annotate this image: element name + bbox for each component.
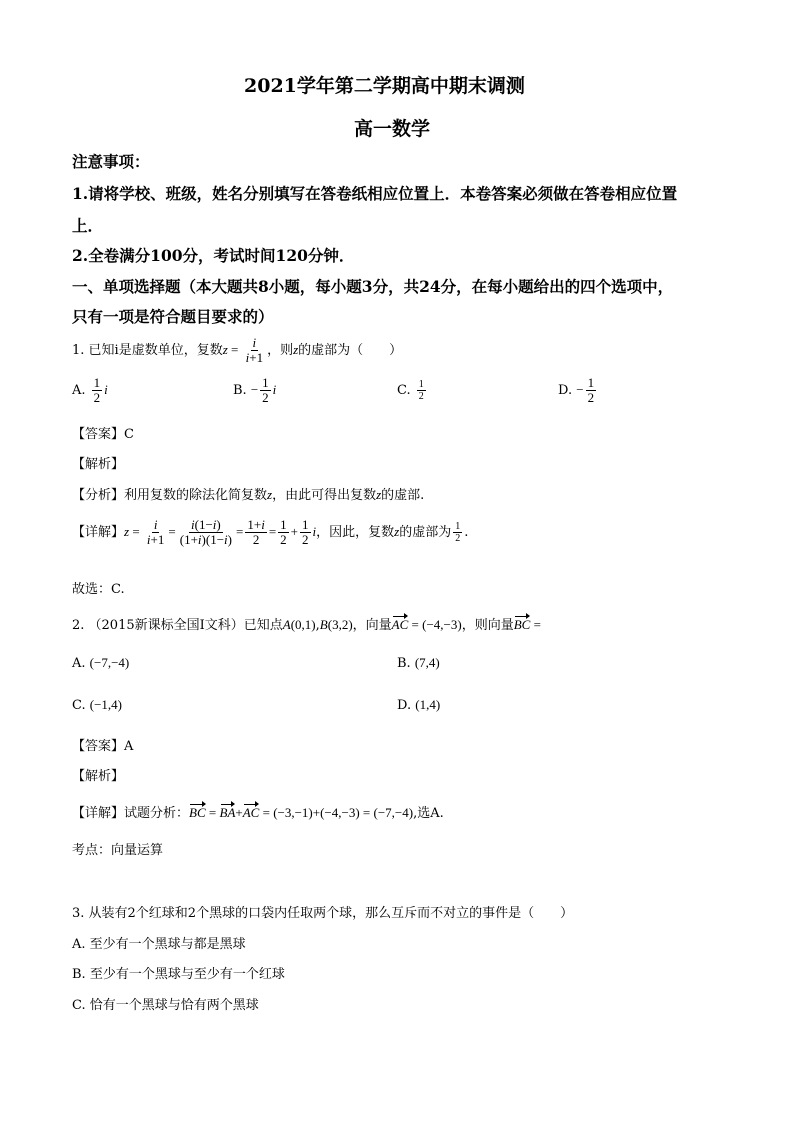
q3-stem: 3. 从装有2个红球和2个黑球的口袋内任取两个球，那么互斥而不对立的事件是（ ） — [72, 906, 574, 921]
page-title: 2021学年第二学期高中期末调测 — [244, 75, 525, 97]
q1-stem: 1. 已知i是虚数单位，复数z = $\frac{i}{i+1}$ ，则z的虚部为（ ） — [72, 335, 403, 365]
q1-detail: 【详解】z = $\frac{i}{i+1}$ = $\frac{i(1-i)}{(1+i)(1-i)}$ = $\frac{1+i}{2}$ = $\frac{1}{2}$ + $\frac{1}{2}$ i，因此，复数z的虚部为 $\frac{1}{2}$ . — [72, 517, 469, 547]
q2-detail: 【详解】试题分析：BC = BA+AC = (−3,−1)+(−4,−3) = (−7,−4),选A. — [72, 805, 444, 821]
q1-option-d: D. − $\frac{1}{2}$ — [558, 375, 595, 405]
q1-option-c: C. $\frac{1}{2}$ — [397, 379, 424, 402]
section-heading-cont: 只有一项是符合题目要求的） — [72, 307, 274, 326]
q1-fenxi: 【分析】利用复数的除法化简复数z，由此可得出复数z的虚部. — [72, 487, 425, 503]
section-heading: 一、单项选择题（本大题共8小题，每小题3分，共24分，在每小题给出的四个选项中， — [72, 277, 674, 296]
q2-analysis-tag: 【解析】 — [72, 769, 125, 784]
notice-item-1-cont: 上． — [72, 216, 104, 235]
q2-option-d: D. (1,4) — [397, 697, 441, 713]
q2-option-b: B. (7,4) — [397, 655, 440, 671]
notice-heading: 注意事项： — [72, 152, 150, 171]
notice-item-2: 2.全卷满分100分，考试时间120分钟． — [72, 246, 355, 265]
q3-option-a: A. 至少有一个黑球与都是黑球 — [72, 937, 246, 952]
q2-option-a: A. (−7,−4) — [72, 655, 130, 671]
q1-answer: 【答案】C — [72, 427, 134, 442]
q1-option-a: A. $\frac{1}{2}$ i — [72, 375, 108, 405]
q2-answer: 【答案】A — [72, 739, 134, 754]
q3-option-c: C. 恰有一个黑球与恰有两个黑球 — [72, 998, 259, 1013]
q2-option-c: C. (−1,4) — [72, 697, 123, 713]
q1-conclusion: 故选：C. — [72, 582, 125, 597]
page-subtitle: 高一数学 — [354, 118, 431, 140]
q1-option-b: B. − $\frac{1}{2}$ i — [233, 375, 277, 405]
q2-stem: 2. （2015新课标全国Ⅰ文科）已知点A(0,1),B(3,2)，向量AC = (−4,−3)，则向量BC = — [72, 617, 541, 633]
q3-option-b: B. 至少有一个黑球与至少有一个红球 — [72, 967, 285, 982]
notice-item-1: 1.请将学校、班级，姓名分别填写在答卷纸相应位置上．本卷答案必须做在答卷相应位置 — [72, 184, 678, 203]
q2-topic: 考点：向量运算 — [72, 843, 164, 858]
q1-analysis-tag: 【解析】 — [72, 457, 125, 472]
